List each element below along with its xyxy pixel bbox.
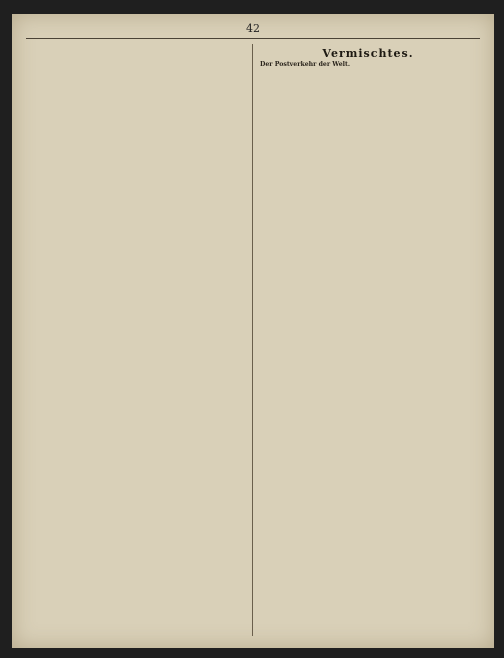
section-heading: Vermischtes. — [322, 47, 414, 60]
header-rule — [26, 38, 480, 39]
left-column — [28, 44, 244, 636]
right-column — [260, 44, 476, 636]
newspaper-page — [12, 14, 494, 648]
column-divider — [252, 44, 253, 636]
page-number: 42 — [246, 22, 260, 35]
section-lead: Der Postverkehr der Welt. — [260, 60, 351, 68]
section-paragraph — [260, 61, 476, 69]
